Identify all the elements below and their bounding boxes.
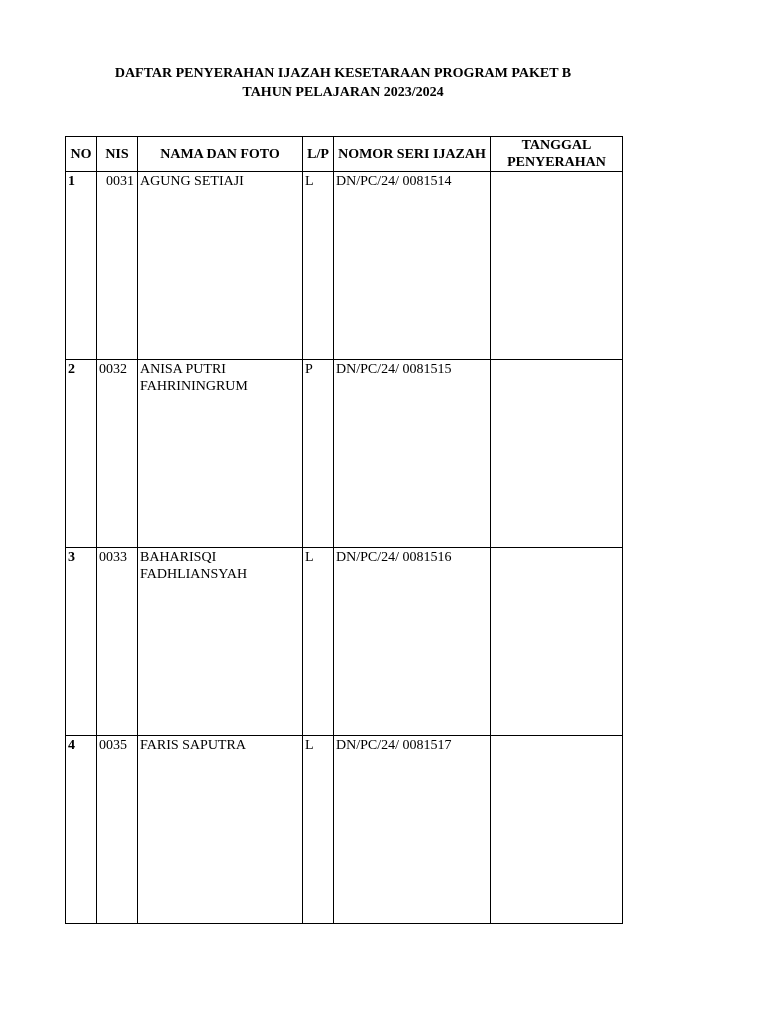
row-nis: 0033 [97,548,138,736]
row-nis: 0032 [97,360,138,548]
row-name: ANISA PUTRI FAHRININGRUM [138,360,303,548]
title-line-2: TAHUN PELAJARAN 2023/2024 [242,85,444,100]
header-serial-number: NOMOR SERI IJAZAH [334,137,491,172]
row-no: 1 [66,172,97,360]
row-no: 4 [66,736,97,924]
table-row [66,360,623,548]
row-handover-date [491,172,623,360]
row-gender: L [303,736,334,924]
header-name-photo: NAMA DAN FOTO [138,137,303,172]
row-nis: 0035 [97,736,138,924]
row-gender: L [303,548,334,736]
table-row [66,172,623,360]
row-no: 3 [66,548,97,736]
row-name: FARIS SAPUTRA [138,736,303,924]
table-row [66,736,623,924]
diploma-handover-table [65,136,623,924]
document-title [0,64,686,102]
row-no: 2 [66,360,97,548]
row-serial: DN/PC/24/ 0081515 [334,360,491,548]
header-handover-date: TANGGAL PENYERAHAN [491,137,623,172]
header-no: NO [66,137,97,172]
table-header-row [66,137,623,172]
header-gender: L/P [303,137,334,172]
row-serial: DN/PC/24/ 0081517 [334,736,491,924]
row-gender: L [303,172,334,360]
table-row [66,548,623,736]
row-gender: P [303,360,334,548]
row-handover-date [491,548,623,736]
row-handover-date [491,736,623,924]
row-name: AGUNG SETIAJI [138,172,303,360]
row-nis: 0031 [97,172,138,360]
row-serial: DN/PC/24/ 0081516 [334,548,491,736]
row-name: BAHARISQI FADHLIANSYAH [138,548,303,736]
row-handover-date [491,360,623,548]
header-nis: NIS [97,137,138,172]
row-serial: DN/PC/24/ 0081514 [334,172,491,360]
title-line-1: DAFTAR PENYERAHAN IJAZAH KESETARAAN PROGRAM PAKET B [114,66,572,81]
